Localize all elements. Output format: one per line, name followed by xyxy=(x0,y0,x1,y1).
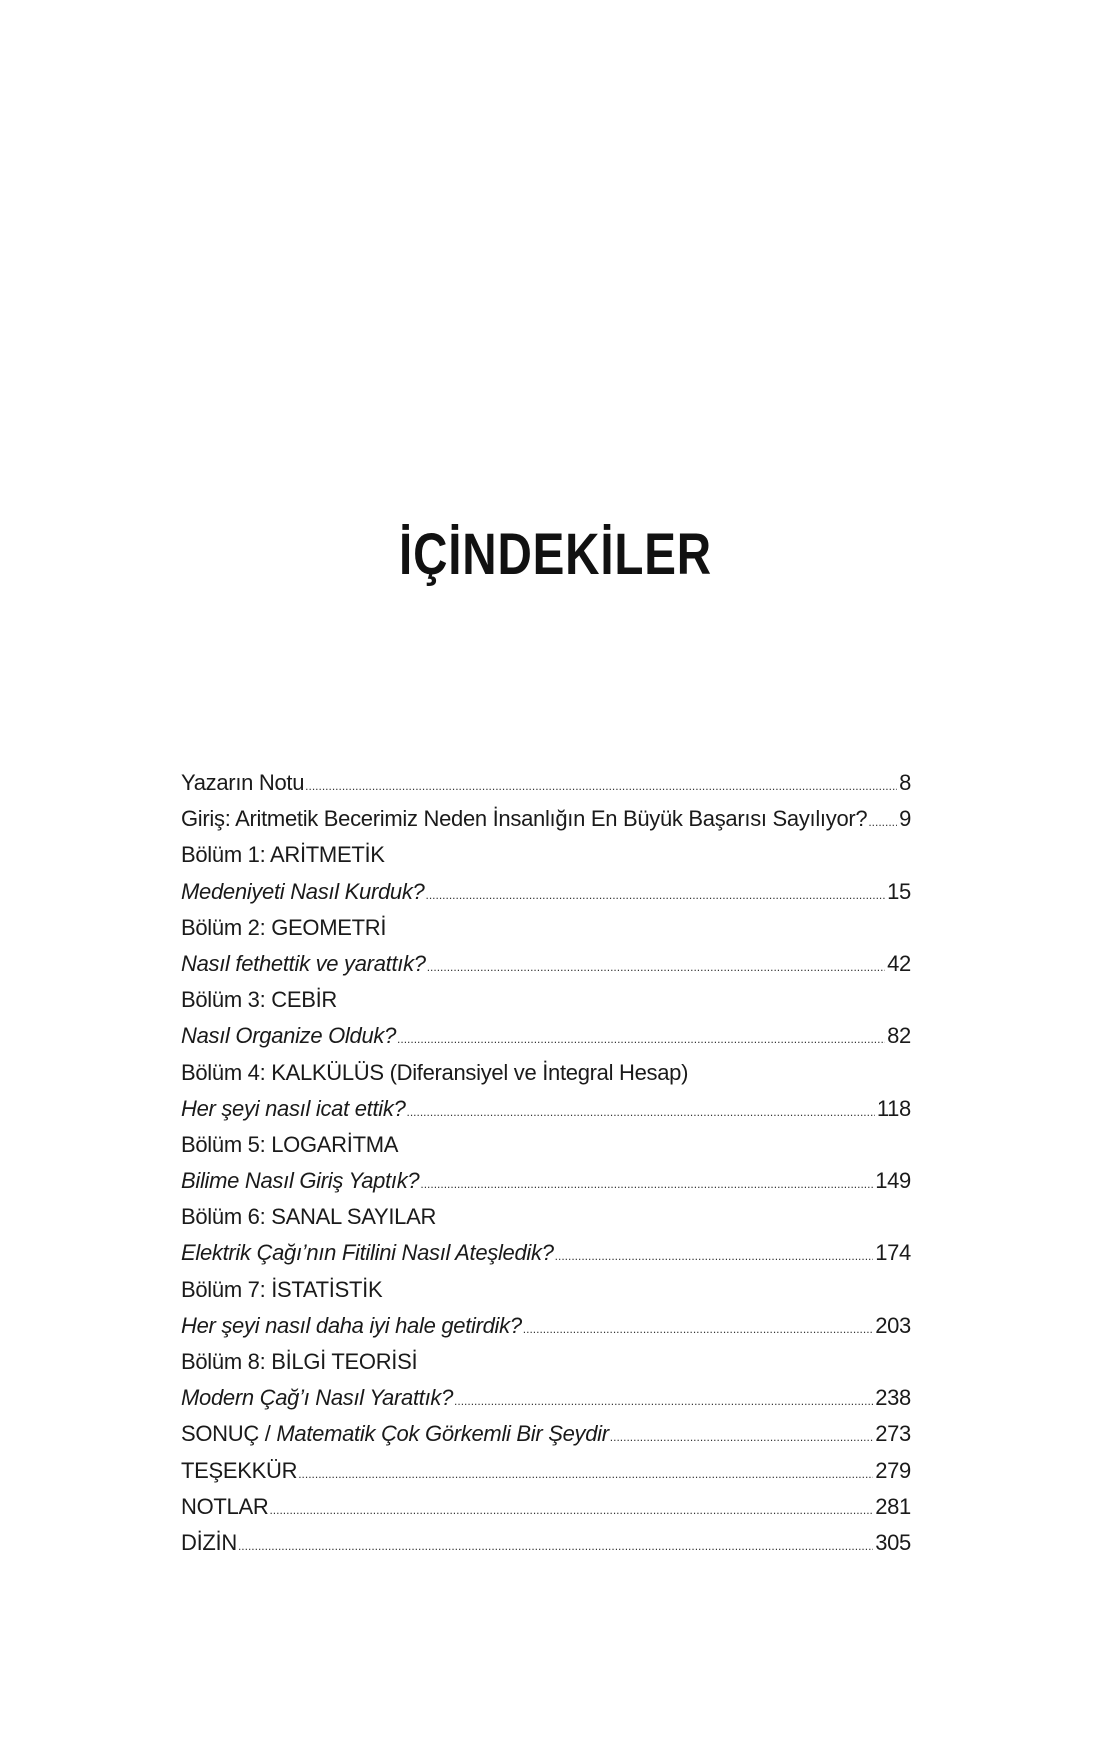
toc-entry xyxy=(181,1525,911,1561)
toc-entry-text: Bölüm 7: İSTATİSTİK xyxy=(181,1276,383,1302)
toc-entry-text: Her şeyi nasıl daha iyi hale getirdik? xyxy=(181,1312,522,1338)
toc-entry-text: Nasıl Organize Olduk? xyxy=(181,1023,397,1049)
toc-leader-dots xyxy=(305,768,897,804)
toc-page-number: 305 xyxy=(875,1529,911,1555)
toc-page-number: 174 xyxy=(875,1240,911,1266)
toc-entry-title xyxy=(181,1416,609,1452)
toc-entry-title xyxy=(181,1272,382,1308)
toc-entry-text: Bölüm 1: ARİTMETİK xyxy=(181,842,385,868)
toc-entry xyxy=(181,1344,911,1380)
toc-entry xyxy=(181,1018,911,1054)
toc-leader-dots xyxy=(269,1492,873,1528)
toc-page-number: 118 xyxy=(876,1095,911,1121)
toc-entry-text: Bölüm 5: LOGARİTMA xyxy=(181,1131,399,1157)
toc-page-number: 149 xyxy=(875,1168,911,1194)
toc-entry-title xyxy=(181,1199,436,1235)
toc-entry xyxy=(181,1163,911,1199)
toc-entry-title xyxy=(181,1018,396,1054)
toc-entry-title xyxy=(181,1453,297,1489)
toc-leader-dots xyxy=(523,1311,873,1347)
toc-leader-dots xyxy=(298,1456,873,1492)
page-title: İÇİNDEKİLER xyxy=(399,522,712,587)
toc-entry xyxy=(181,1055,911,1091)
toc-entry-title xyxy=(181,982,337,1018)
toc-entry xyxy=(181,1380,911,1416)
toc-leader-dots xyxy=(420,1166,873,1202)
toc-leader-dots xyxy=(555,1238,874,1274)
toc-page-number: 8 xyxy=(899,770,911,795)
toc-entry-title xyxy=(181,1380,453,1416)
toc-entry xyxy=(181,946,911,982)
toc-entry xyxy=(181,1127,911,1163)
toc-entry-text: Her şeyi nasıl icat ettik? xyxy=(181,1095,406,1121)
toc-leader-dots xyxy=(238,1528,873,1564)
toc-entry-text: Bölüm 6: SANAL SAYILAR xyxy=(181,1204,437,1230)
toc-page-number: 9 xyxy=(899,806,911,832)
toc-entry xyxy=(181,1416,911,1452)
toc-entry-text: TEŞEKKÜR xyxy=(181,1457,298,1483)
toc-entry-text: Bölüm 3: CEBİR xyxy=(181,987,337,1013)
toc-entry-title xyxy=(181,1091,406,1127)
toc-page-number: 15 xyxy=(887,878,911,904)
toc-entry-text: Nasıl fethettik ve yarattık? xyxy=(181,950,426,976)
toc-entry-title xyxy=(181,1163,419,1199)
toc-leader-dots xyxy=(397,1021,885,1057)
toc-entry-title xyxy=(181,1344,417,1380)
table-of-contents xyxy=(181,765,911,1561)
toc-entry xyxy=(181,1308,911,1344)
toc-leader-dots xyxy=(868,804,897,840)
toc-entry-title xyxy=(181,946,426,982)
toc-entry-title xyxy=(181,1127,398,1163)
toc-entry xyxy=(181,1235,911,1271)
toc-page-number: 281 xyxy=(875,1493,911,1519)
toc-entry-text: Yazarın Notu xyxy=(181,770,305,795)
toc-entry xyxy=(181,910,911,946)
toc-entry-title xyxy=(181,765,304,801)
toc-entry-title xyxy=(181,1308,522,1344)
toc-entry-text: Bölüm 8: BİLGİ TEORİSİ xyxy=(181,1349,418,1374)
toc-entry-text: Giriş: Aritmetik Becerimiz Neden İnsanlığın En Büyük Başarısı Sayılıyor? xyxy=(181,806,868,832)
toc-entry xyxy=(181,982,911,1018)
toc-leader-dots xyxy=(454,1383,873,1419)
toc-entry xyxy=(181,801,911,837)
toc-entry-title xyxy=(181,1525,237,1561)
toc-page-number: 42 xyxy=(887,950,911,976)
toc-entry-text: Elektrik Çağı’nın Fitilini Nasıl Ateşledik? xyxy=(181,1240,554,1266)
toc-entry xyxy=(181,874,911,910)
toc-entry-title xyxy=(181,1055,688,1091)
toc-page-number: 238 xyxy=(875,1385,911,1411)
toc-entry-title xyxy=(181,837,385,873)
toc-entry-title xyxy=(181,1489,268,1525)
toc-leader-dots xyxy=(427,949,885,985)
toc-entry-text: Bölüm 2: GEOMETRİ xyxy=(181,914,387,940)
toc-entry xyxy=(181,1199,911,1235)
toc-entry-text: Medeniyeti Nasıl Kurduk? xyxy=(181,878,425,904)
toc-entry xyxy=(181,837,911,873)
toc-page-number: 273 xyxy=(875,1421,911,1447)
toc-leader-dots xyxy=(610,1419,873,1455)
toc-entry xyxy=(181,765,911,801)
toc-page-number: 82 xyxy=(887,1023,911,1049)
toc-entry xyxy=(181,1091,911,1127)
toc-entry-text: NOTLAR xyxy=(181,1493,269,1519)
toc-page-number: 203 xyxy=(875,1312,911,1338)
toc-entry-text: Matematik Çok Görkemli Bir Şeydir xyxy=(276,1421,609,1447)
toc-entry-text: Bölüm 4: KALKÜLÜS (Diferansiyel ve İntegral Hesap) xyxy=(181,1059,689,1085)
toc-entry-prefix: SONUÇ / xyxy=(181,1421,277,1447)
toc-entry-text: Modern Çağ’ı Nasıl Yarattık? xyxy=(181,1385,454,1411)
toc-page-number: 279 xyxy=(875,1457,911,1483)
toc-entry-text: DİZİN xyxy=(181,1529,237,1555)
toc-entry-title xyxy=(181,1235,554,1271)
toc-entry-title xyxy=(181,801,867,837)
toc-entry-title xyxy=(181,874,424,910)
toc-leader-dots xyxy=(407,1094,875,1130)
toc-entry xyxy=(181,1453,911,1489)
toc-entry-text: Bilime Nasıl Giriş Yaptık? xyxy=(181,1168,420,1194)
toc-entry xyxy=(181,1489,911,1525)
toc-entry-title xyxy=(181,910,386,946)
toc-entry xyxy=(181,1272,911,1308)
toc-leader-dots xyxy=(425,877,885,913)
